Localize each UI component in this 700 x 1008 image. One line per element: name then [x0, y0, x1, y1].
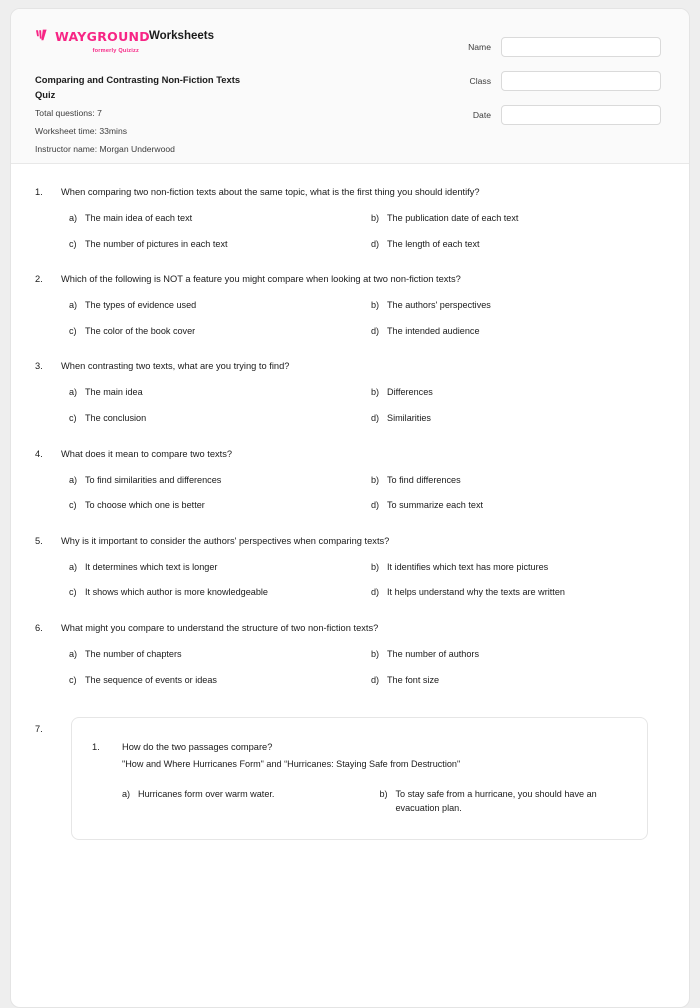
header-left-column — [35, 27, 435, 155]
option-letter: a) — [69, 561, 78, 572]
option-a[interactable] — [61, 299, 363, 313]
option-d[interactable] — [363, 674, 665, 688]
passage-titles-text: "How and Where Hurricanes Form" and “Hurricanes: Staying Safe from Destruction" — [122, 759, 461, 770]
question-header — [35, 186, 665, 200]
options-grid — [61, 212, 665, 251]
options-grid — [61, 474, 665, 513]
options-grid — [61, 386, 665, 425]
option-text: The number of chapters — [85, 649, 182, 660]
option-d[interactable] — [363, 412, 665, 426]
option-c[interactable] — [61, 325, 363, 339]
class-field-row — [435, 71, 661, 91]
worksheet-time-label: Worksheet time: 33mins — [35, 126, 128, 137]
option-letter: d) — [371, 325, 380, 336]
option-text: To find similarities and differences — [85, 474, 222, 485]
option-letter: b) — [371, 300, 380, 311]
date-input[interactable] — [501, 105, 661, 125]
option-letter: d) — [371, 413, 380, 424]
option-letter: a) — [69, 387, 78, 398]
option-text: It identifies which text has more pictures — [387, 561, 549, 572]
option-c[interactable] — [61, 586, 363, 600]
instructor-name-label: Instructor name: Morgan Underwood — [35, 144, 175, 155]
option-d[interactable] — [363, 586, 665, 600]
question-text: Which of the following is NOT a feature you might compare when looking at two non-fiction texts? — [61, 274, 461, 285]
option-c[interactable] — [61, 412, 363, 426]
option-letter: b) — [371, 649, 380, 660]
option-b[interactable] — [363, 561, 665, 575]
quiz-title: Comparing and Contrasting Non-Fiction Texts Quiz — [35, 74, 241, 100]
question-text: What might you compare to understand the structure of two non-fiction texts? — [61, 623, 379, 634]
options-grid — [61, 561, 665, 600]
option-letter: a) — [69, 474, 78, 485]
question-item — [35, 273, 665, 338]
option-b[interactable] — [363, 386, 665, 400]
class-field-label: Class — [469, 76, 491, 86]
question-header — [35, 360, 665, 374]
option-letter: a) — [122, 789, 131, 800]
option-c[interactable] — [61, 674, 363, 688]
question-number: 7. — [35, 724, 43, 735]
option-letter: c) — [69, 674, 77, 685]
option-d[interactable] — [363, 325, 665, 339]
option-letter: a) — [69, 300, 78, 311]
option-text: The conclusion — [85, 413, 147, 424]
question-text: What does it mean to compare two texts? — [61, 448, 233, 459]
passage-sub-number: 1. — [92, 742, 100, 753]
option-b[interactable] — [363, 648, 665, 662]
option-letter: b) — [371, 561, 380, 572]
app-name-label: Worksheets — [149, 30, 214, 42]
logo-wordmark: WAYGROUND — [55, 28, 150, 44]
option-text: To stay safe from a hurricane, you should have an evacuation plan. — [395, 789, 597, 813]
option-letter: d) — [371, 587, 380, 598]
option-text: The font size — [387, 674, 440, 685]
option-text: The main idea — [85, 387, 143, 398]
option-letter: c) — [69, 500, 77, 511]
option-text: The sequence of events or ideas — [85, 674, 217, 685]
option-text: The color of the book cover — [85, 325, 196, 336]
passage-options-grid — [122, 788, 627, 815]
option-text: The number of authors — [387, 649, 479, 660]
option-letter: d) — [371, 674, 380, 685]
question-text: When contrasting two texts, what are you trying to find? — [61, 361, 290, 372]
question-header — [35, 535, 665, 549]
question-item — [35, 448, 665, 513]
option-text: The number of pictures in each text — [85, 238, 228, 249]
option-a[interactable] — [61, 386, 363, 400]
worksheet-header — [11, 9, 689, 164]
questions-list — [11, 164, 689, 840]
date-field-row — [435, 105, 661, 125]
option-b[interactable] — [380, 788, 628, 815]
options-grid — [61, 648, 665, 687]
option-letter: d) — [371, 500, 380, 511]
option-text: To choose which one is better — [85, 500, 205, 511]
option-letter: c) — [69, 325, 77, 336]
brand-row — [35, 27, 435, 54]
option-c[interactable] — [61, 238, 363, 252]
option-text: The authors' perspectives — [387, 300, 491, 311]
option-c[interactable] — [61, 499, 363, 513]
question-number: 6. — [35, 623, 43, 634]
option-text: The types of evidence used — [85, 300, 197, 311]
option-letter: c) — [69, 413, 77, 424]
option-b[interactable] — [363, 474, 665, 488]
question-number: 2. — [35, 274, 43, 285]
option-letter: c) — [69, 238, 77, 249]
question-number: 4. — [35, 448, 43, 459]
option-letter: b) — [379, 789, 388, 800]
option-text: Similarities — [387, 413, 431, 424]
question-number: 1. — [35, 187, 43, 197]
options-grid — [61, 299, 665, 338]
option-a[interactable] — [61, 212, 363, 226]
option-a[interactable] — [61, 474, 363, 488]
option-text: Hurricanes form over warm water. — [138, 789, 275, 800]
question-item — [35, 186, 665, 251]
date-field-label: Date — [472, 110, 491, 120]
wave-mark-icon — [35, 28, 52, 46]
option-letter: b) — [371, 387, 380, 398]
option-text: It helps understand why the texts are written — [387, 587, 565, 598]
option-letter: a) — [69, 212, 78, 223]
option-letter: d) — [371, 238, 380, 249]
option-text: To summarize each text — [387, 500, 484, 511]
logo-top-row — [35, 28, 150, 46]
option-letter: a) — [69, 649, 78, 660]
passage-question-item — [35, 717, 665, 840]
question-text: Why is it important to consider the authors' perspectives when comparing texts? — [61, 535, 390, 546]
option-text: The intended audience — [387, 325, 480, 336]
question-header — [35, 622, 665, 636]
question-header — [35, 448, 665, 462]
name-field-label: Name — [468, 42, 491, 52]
option-a[interactable] — [61, 561, 363, 575]
option-b[interactable] — [363, 212, 665, 226]
option-letter: b) — [371, 212, 380, 223]
option-letter: b) — [371, 474, 380, 485]
total-questions-label: Total questions: 7 — [35, 108, 102, 119]
passage-question-text: How do the two passages compare? — [122, 742, 273, 753]
question-text: When comparing two non-fiction texts about the same topic, what is the first thing you should identify? — [61, 187, 480, 197]
option-text: The publication date of each text — [387, 212, 519, 223]
option-text: The length of each text — [387, 238, 480, 249]
question-item — [35, 360, 665, 425]
option-letter: c) — [69, 587, 77, 598]
wayground-logo — [35, 27, 150, 54]
option-text: It shows which author is more knowledgeable — [85, 587, 268, 598]
question-item — [35, 535, 665, 600]
name-input[interactable] — [501, 37, 661, 57]
worksheet-page — [10, 8, 690, 1008]
option-d[interactable] — [363, 499, 665, 513]
logo-subtitle: formerly Quizizz — [92, 48, 139, 54]
option-d[interactable] — [363, 238, 665, 252]
question-number: 5. — [35, 535, 43, 546]
question-header — [35, 273, 665, 287]
question-item — [35, 622, 665, 687]
passage-question-box — [71, 717, 648, 840]
option-b[interactable] — [363, 299, 665, 313]
option-a[interactable] — [61, 648, 363, 662]
question-number: 3. — [35, 361, 43, 372]
name-field-row — [435, 37, 661, 57]
option-text: To find differences — [387, 474, 461, 485]
student-info-fields — [435, 27, 665, 149]
passage-question-header — [92, 740, 627, 772]
option-text: The main idea of each text — [85, 212, 193, 223]
option-a[interactable] — [122, 788, 370, 815]
option-text: It determines which text is longer — [85, 561, 218, 572]
class-input[interactable] — [501, 71, 661, 91]
option-text: Differences — [387, 387, 433, 398]
